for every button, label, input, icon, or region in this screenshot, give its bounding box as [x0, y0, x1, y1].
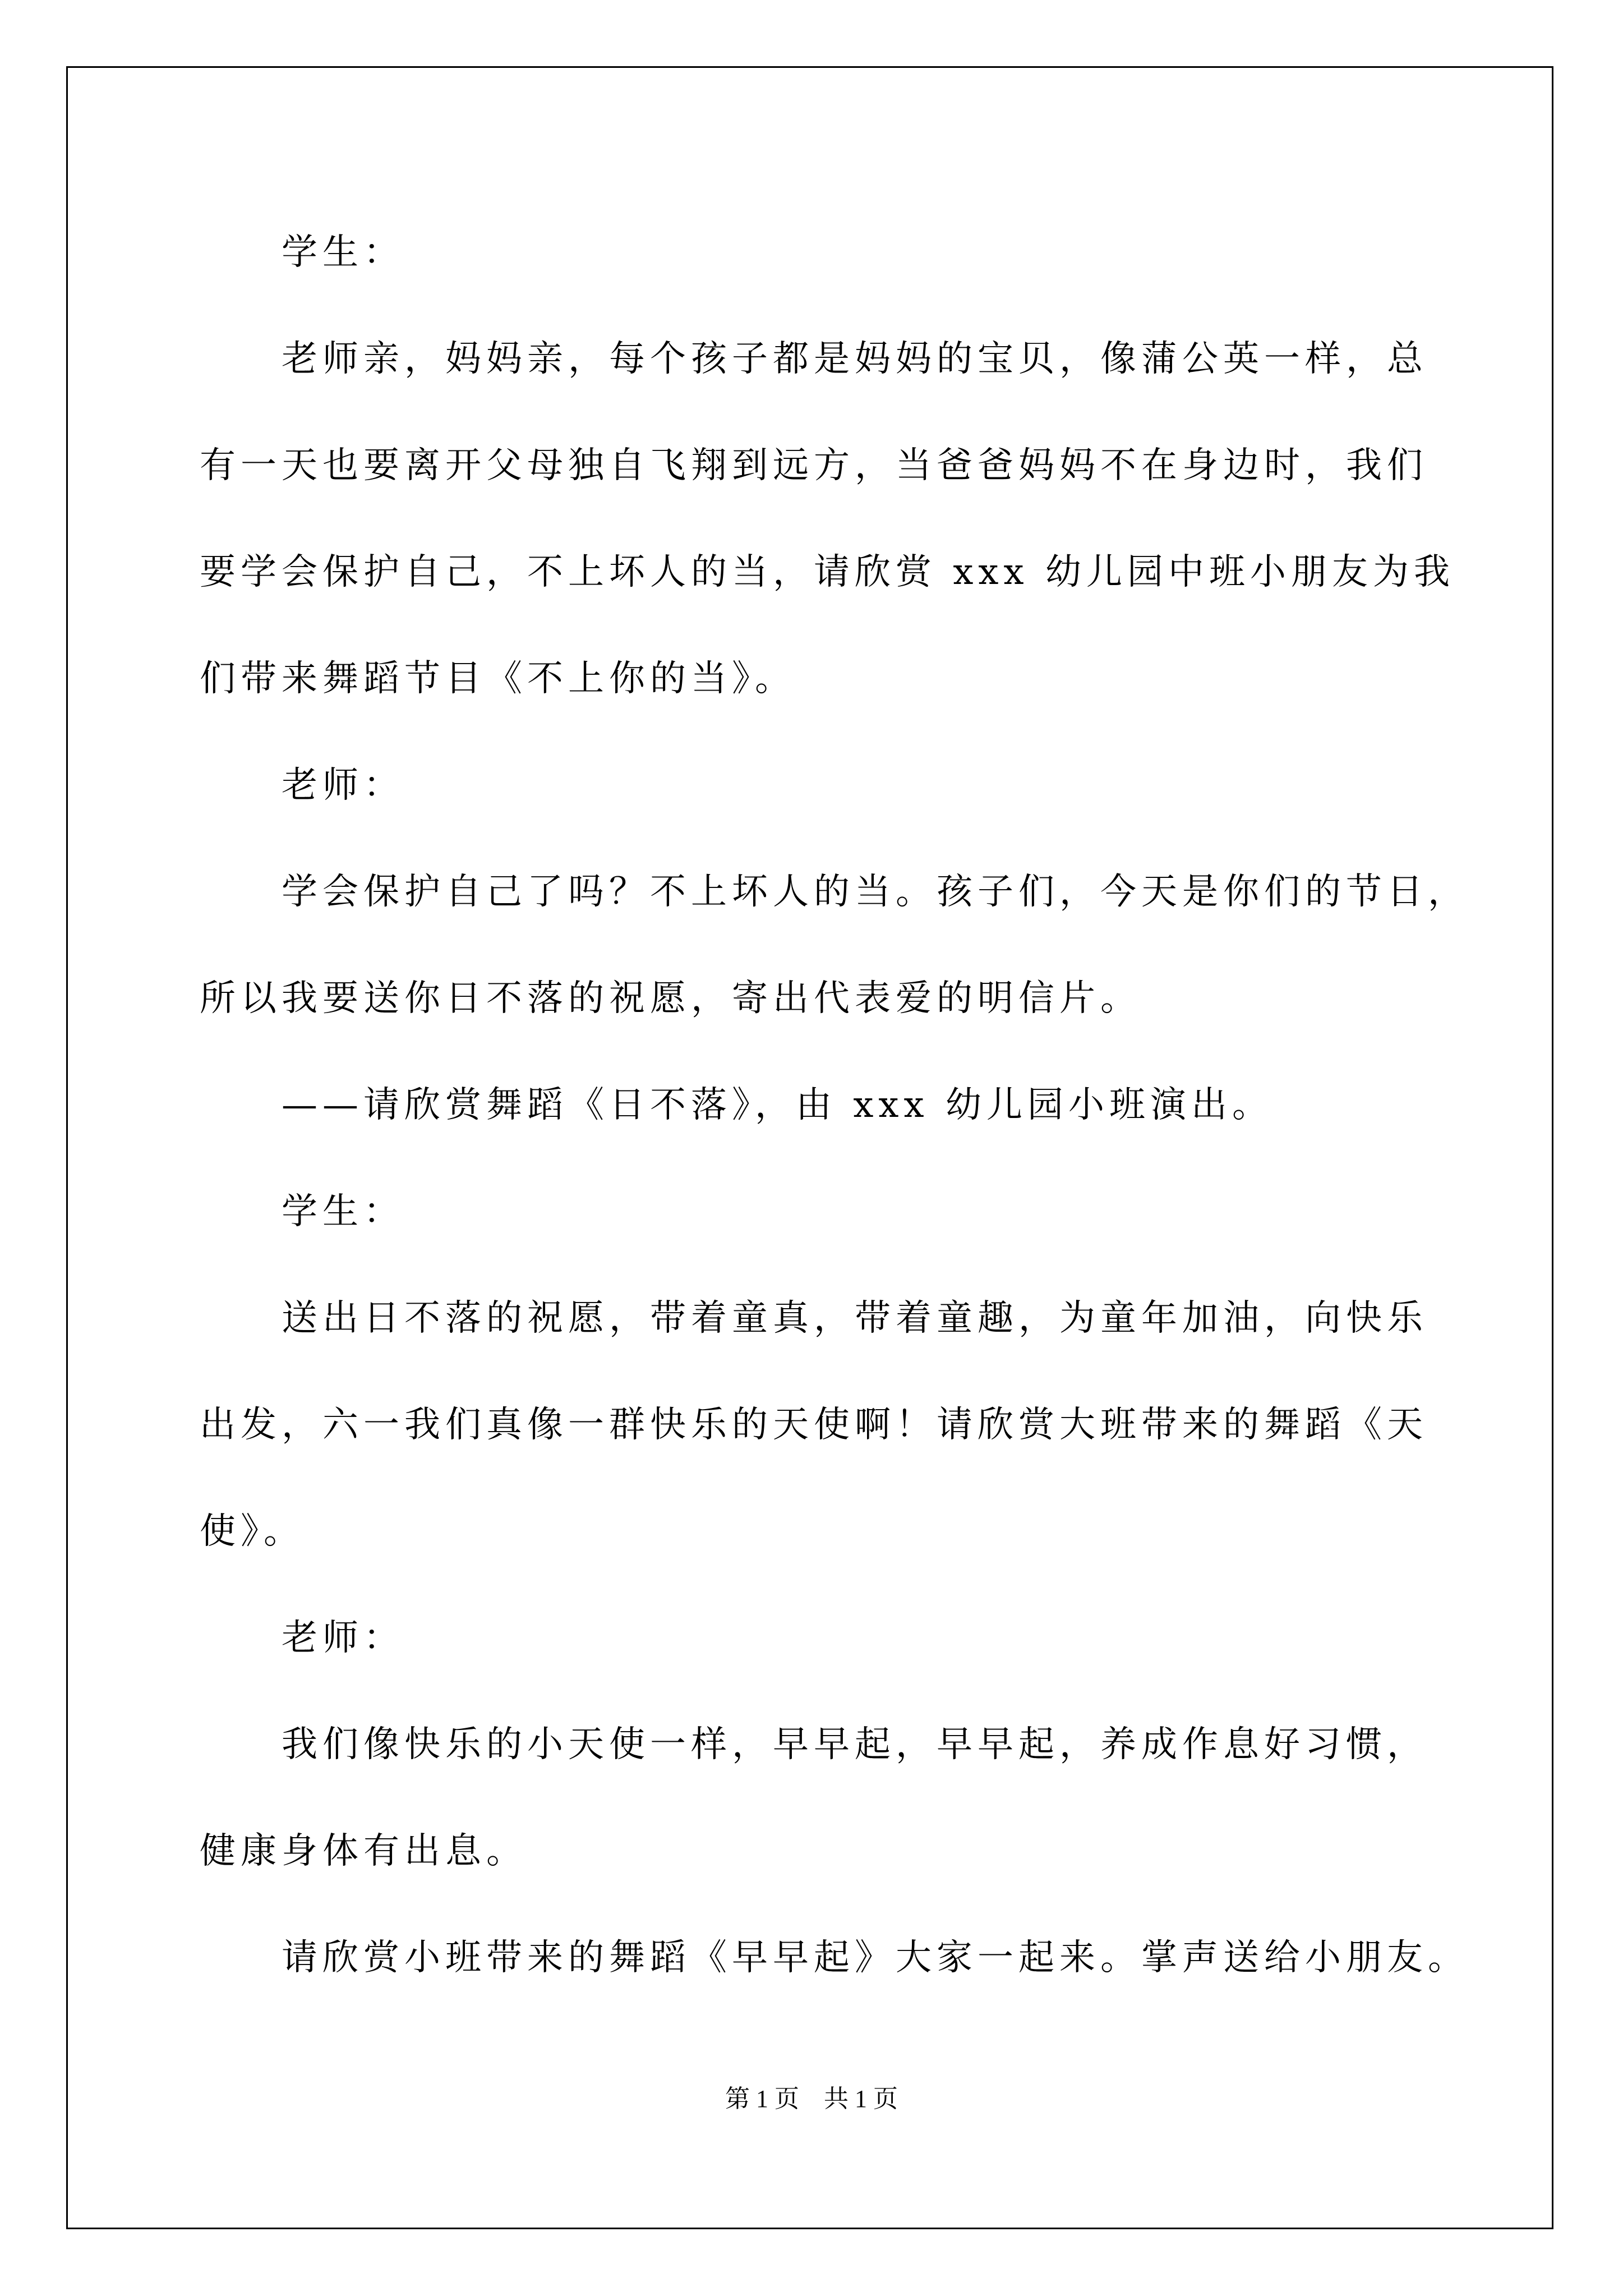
speaker-label-teacher: 老师： [282, 1617, 404, 1659]
paragraph-line: 健康身体有出息。 [200, 1830, 527, 1872]
paragraph-line: 使》。 [200, 1511, 305, 1552]
speaker-label-student: 学生： [282, 1191, 404, 1232]
paragraph-line: 们带来舞蹈节目《不上你的当》。 [200, 658, 796, 700]
paragraph-line: 学会保护自己了吗？不上坏人的当。孩子们，今天是你们的节日， [282, 871, 1469, 913]
paragraph-line: 老师亲，妈妈亲，每个孩子都是妈妈的宝贝，像蒲公英一样，总 [282, 338, 1428, 380]
paragraph-line: 出发，六一我们真像一群快乐的天使啊！请欣赏大班带来的舞蹈《天 [200, 1404, 1428, 1446]
speaker-label-teacher: 老师： [282, 765, 404, 806]
paragraph-line: ——请欣赏舞蹈《日不落》，由 xxx 幼儿园小班演出。 [282, 1084, 1273, 1126]
page-border [66, 66, 1553, 2229]
paragraph-line: 有一天也要离开父母独自飞翔到远方，当爸爸妈妈不在身边时，我们 [200, 445, 1428, 486]
paragraph-line: 所以我要送你日不落的祝愿，寄出代表爱的明信片。 [200, 978, 1141, 1019]
paragraph-line: 送出日不落的祝愿，带着童真，带着童趣，为童年加油，向快乐 [282, 1297, 1428, 1339]
page-footer: 第 1 页 共 1 页 [725, 2085, 898, 2113]
paragraph-line: 请欣赏小班带来的舞蹈《早早起》大家一起来。掌声送给小朋友。 [282, 1937, 1469, 1978]
paragraph-line: 要学会保护自己，不上坏人的当，请欣赏 xxx 幼儿园中班小朋友为我 [200, 551, 1455, 593]
paragraph-line: 我们像快乐的小天使一样，早早起，早早起，养成作息好习惯， [282, 1724, 1428, 1765]
speaker-label-student: 学生： [282, 232, 404, 273]
